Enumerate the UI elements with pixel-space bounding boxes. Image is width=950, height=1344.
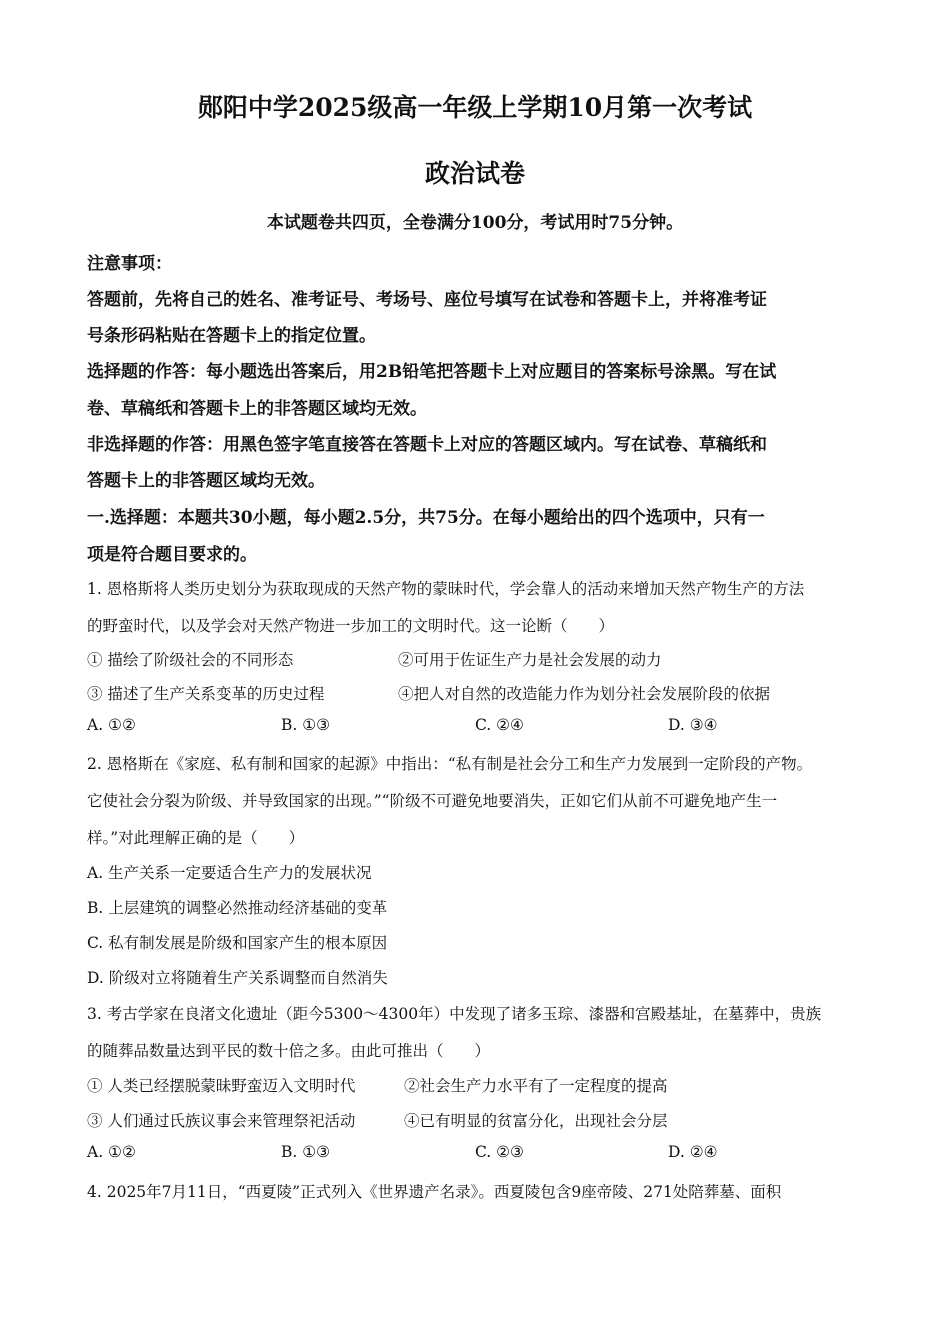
- q1-stem-line-2: 的野蛮时代，以及学会对天然产物进一步加工的文明时代。这一论断（ ）: [87, 617, 615, 635]
- q3-option-b: B. ①③: [281, 1143, 331, 1161]
- q3-option-c: C. ②③: [475, 1143, 524, 1161]
- note-1-line-1: 答题前，先将自己的姓名、准考证号、考场号、座位号填写在试卷和答题卡上，并将准考证: [87, 290, 767, 310]
- q3-stem-line-2: 的随葬品数量达到平民的数十倍之多。由此可推出（ ）: [87, 1042, 491, 1060]
- notes-heading: 注意事项：: [87, 254, 172, 274]
- q1-option-a: A. ①②: [87, 716, 136, 734]
- q2-stem-line-2: 它使社会分裂为阶级、并导致国家的出现。”“阶级不可避免地要消失，正如它们从前不可避免地产生一: [87, 792, 778, 810]
- q1-statement-3: ③ 描述了生产关系变革的历史过程: [87, 685, 325, 703]
- q1-statement-2: ②可用于佐证生产力是社会发展的动力: [398, 651, 662, 669]
- q1-option-b: B. ①③: [281, 716, 331, 734]
- q2-option-c: C. 私有制发展是阶级和国家产生的根本原因: [87, 934, 388, 952]
- note-2-line-1: 选择题的作答：每小题选出答案后，用2B铅笔把答题卡上对应题目的答案标号涂黑。写在试: [87, 362, 777, 382]
- q3-option-d: D. ②④: [668, 1143, 718, 1161]
- q2-stem-line-3: 样。”对此理解正确的是（ ）: [87, 829, 305, 847]
- note-2-line-2: 卷、草稿纸和答题卡上的非答题区域均无效。: [87, 399, 427, 419]
- note-3-line-1: 非选择题的作答：用黑色签字笔直接答在答题卡上对应的答题区域内。写在试卷、草稿纸和: [87, 435, 767, 455]
- exam-info: 本试题卷共四页，全卷满分100分，考试用时75分钟。: [266, 213, 684, 233]
- note-3-line-2: 答题卡上的非答题区域均无效。: [87, 471, 325, 491]
- q3-option-a: A. ①②: [87, 1143, 136, 1161]
- q2-option-a: A. 生产关系一定要适合生产力的发展状况: [87, 864, 372, 882]
- q4-stem-line-1: 4. 2025年7月11日，“西夏陵”正式列入《世界遗产名录》。西夏陵包含9座帝陵、271处陪葬墓、面积: [87, 1183, 782, 1201]
- note-1-line-2: 号条形码粘贴在答题卡上的指定位置。: [87, 326, 376, 346]
- q1-option-c: C. ②④: [475, 716, 524, 734]
- q3-statement-1: ① 人类已经摆脱蒙昧野蛮迈入文明时代: [87, 1077, 356, 1095]
- q2-option-b: B. 上层建筑的调整必然推动经济基础的变革: [87, 899, 388, 917]
- exam-subject: 政治试卷: [424, 159, 525, 188]
- exam-title: 郧阳中学2025级高一年级上学期10月第一次考试: [197, 93, 753, 122]
- q3-statement-2: ②社会生产力水平有了一定程度的提高: [404, 1077, 668, 1095]
- q3-stem-line-1: 3. 考古学家在良渚文化遗址（距今5300～4300年）中发现了诸多玉琮、漆器和宫殿基址，在墓葬中，贵族: [87, 1005, 822, 1023]
- section-heading-line-1: 一.选择题：本题共30小题，每小题2.5分，共75分。在每小题给出的四个选项中，只有一: [87, 508, 765, 528]
- q1-statement-1: ① 描绘了阶级社会的不同形态: [87, 651, 294, 669]
- q2-option-d: D. 阶级对立将随着生产关系调整而自然消失: [87, 969, 388, 987]
- q2-stem-line-1: 2. 恩格斯在《家庭、私有制和国家的起源》中指出：“私有制是社会分工和生产力发展到一定阶段的产物。: [87, 755, 813, 773]
- q1-stem-line-1: 1. 恩格斯将人类历史划分为获取现成的天然产物的蒙昧时代，学会靠人的活动来增加天然产物生产的方法: [87, 580, 805, 598]
- q3-statement-4: ④已有明显的贫富分化，出现社会分层: [404, 1112, 668, 1130]
- q1-statement-4: ④把人对自然的改造能力作为划分社会发展阶段的依据: [398, 685, 771, 703]
- q3-statement-3: ③ 人们通过氏族议事会来管理祭祀活动: [87, 1112, 356, 1130]
- section-heading-line-2: 项是符合题目要求的。: [87, 545, 257, 565]
- q1-option-d: D. ③④: [668, 716, 718, 734]
